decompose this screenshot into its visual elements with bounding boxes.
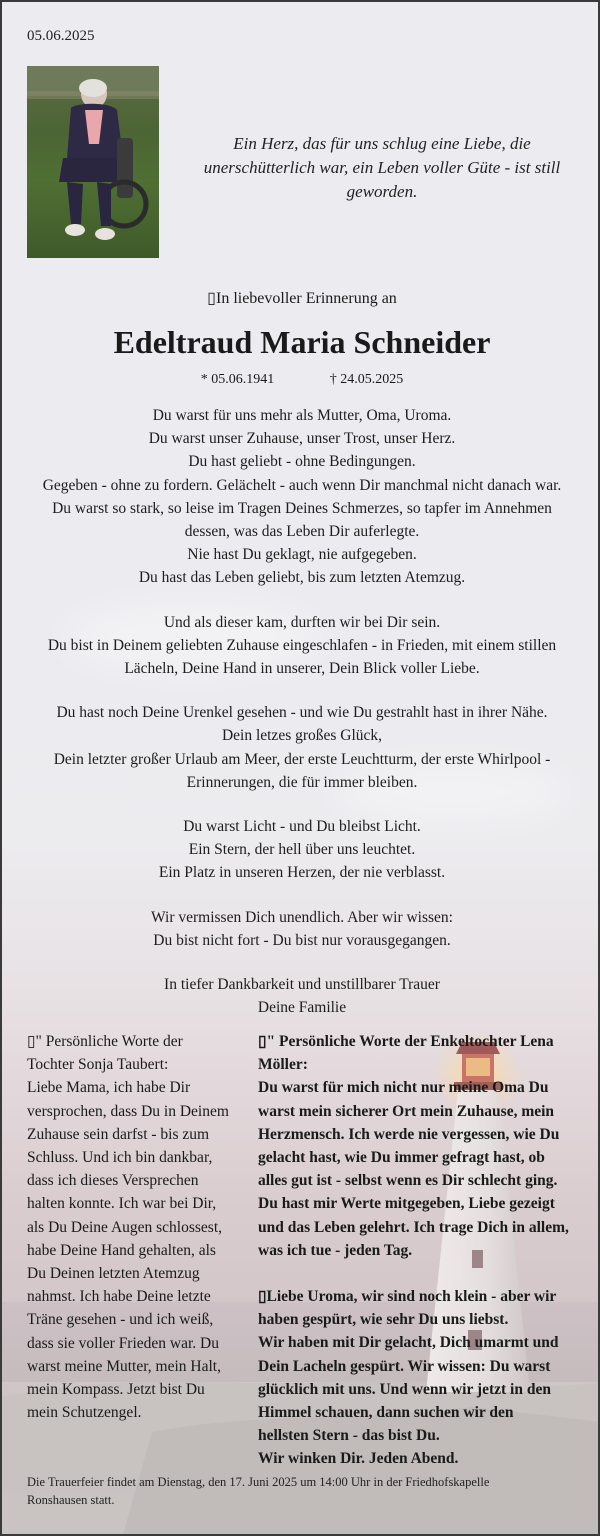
stanza-3 [22,701,582,794]
text-line: Träne gesehen - und ich weiß, [27,1311,214,1329]
text-line: Wir haben mit Dir gelacht, Dich umarmt und [258,1334,559,1352]
intro-line [2,288,600,308]
poem-line: Du hast noch Deine Urenkel gesehen - und wie Du gestrahlt hast in ihrer Nähe. [56,704,548,722]
quote-line: unerschütterlich war, ein Leben voller Güte - ist still [203,158,561,177]
text-line: und das Leben gelehrt. Ich trage Dich in allem, [258,1218,569,1236]
poem-line: Dein letzter großer Urlaub am Meer, der erste Leuchtturm, der erste Whirlpool - [53,750,551,768]
text-line [258,1030,588,1053]
text-line: Möller: [258,1056,308,1074]
quote-icon: ▯ [27,1033,36,1050]
grandchildren-words [258,1030,588,1471]
poem-line: Gegeben - ohne zu fordern. Gelächelt - auch wenn Dir manchmal nicht danach war. [42,476,562,494]
text-line: Du Deinen letzten Atemzug [27,1265,200,1283]
text-line: warst mein sicherer Ort mein Zuhause, mein [258,1102,555,1120]
poem-line: Du warst Licht - und Du bleibst Licht. [183,818,421,836]
birth-date: * 05.06.1941 [200,372,275,387]
text-line: glücklich mit uns. Und wenn wir jetzt in den [258,1380,551,1398]
publication-date: 05.06.2025 [27,28,95,44]
poem-line: Und als dieser kam, durften wir bei Dir sein. [163,613,441,631]
paragraph-gap [258,1262,588,1285]
text-line: habe Deine Hand gehalten, als [27,1241,216,1259]
text-line: Tochter Sonja Taubert: [27,1056,169,1074]
text-line [258,1285,588,1308]
quote-line: geworden. [346,182,418,201]
intro-text: In liebevoller Erinnerung an [215,290,397,307]
text-line: alles gut ist - selbst wenn es Dir schlecht ging. [258,1172,558,1190]
text-line: warst meine Mutter, mein Halt, [27,1357,221,1375]
text-line-content: Liebe Uroma, wir sind noch klein - aber wir [266,1288,557,1306]
poem-line: Du warst so stark, so leise im Tragen Deines Schmerzes, so tapfer im Annehmen [52,499,552,517]
footer-line: Die Trauerfeier findet am Dienstag, den 17. Juni 2025 um 14:00 Uhr in der Friedhofskapelle [27,1475,490,1489]
text-line: als Du Deine Augen schlossest, [27,1218,223,1236]
poem-line: Ein Stern, der hell über uns leuchtet. [188,841,416,859]
text-line: Wir winken Dir. Jeden Abend. [258,1450,459,1468]
text-line: Schluss. Und ich bin dankbar, [27,1149,213,1167]
text-line: Zuhause sein darfst - bis zum [27,1125,210,1143]
text-line: dass sie voller Frieden war. Du [27,1334,219,1352]
poem-line: In tiefer Dankbarkeit und unstillbarer Trauer [164,976,440,994]
poem-line: dessen, was das Leben Dir auferlegte. [184,523,420,541]
stanza-5 [22,906,582,952]
footer-line: Ronshausen statt. [27,1493,115,1507]
text-line: Liebe Mama, ich habe Dir [27,1079,191,1097]
text-line: mein Schutzengel. [27,1404,142,1422]
heart-icon: ▯ [258,1288,267,1306]
text-line: Himmel schauen, dann suchen wir den [258,1404,514,1422]
text-line: Du hast mir Werte mitgegeben, Liebe gezeigt [258,1195,555,1213]
text-line-content: " Persönliche Worte der [35,1033,183,1050]
stanza-2 [22,611,582,681]
text-line: haben gespürt, wie sehr Du uns liebst. [258,1311,509,1329]
quote-line: Ein Herz, das für uns schlug eine Liebe, die [233,134,531,153]
death-date: † 24.05.2025 [329,372,404,387]
text-line-content: " Persönliche Worte der Enkeltochter Lena [266,1033,554,1050]
poem-line: Lächeln, Deine Hand in unserer, Dein Blick voller Liebe. [124,660,480,678]
text-line: dass ich dieses Versprechen [27,1172,199,1190]
text-line: was ich tue - jeden Tag. [258,1241,413,1259]
signature [22,973,582,1019]
portrait-photo [27,66,159,258]
poem-line: Nie hast Du geklagt, nie aufgegeben. [187,546,417,564]
quote-icon: ▯ [258,1033,267,1050]
text-line: Dein Lacheln gespürt. Wir wissen: Du warst [258,1357,551,1375]
memorial-poem [22,404,582,1040]
life-dates [2,372,600,388]
poem-line: Du warst unser Zuhause, unser Trost, unser Herz. [148,430,456,448]
poem-line: Du bist nicht fort - Du bist nur vorausgegangen. [153,931,451,949]
poem-line: Du bist in Deinem geliebten Zuhause eingeschlafen - in Frieden, mit einem stillen [47,636,557,654]
poem-line: Du hast geliebt - ohne Bedingungen. [188,453,416,471]
text-line: gelacht hast, wie Du immer gefragt hast, ob [258,1149,545,1167]
poem-line: Dein letzes großes Glück, [221,727,383,745]
stanza-1 [22,404,582,590]
text-line: hellsten Stern - das bist Du. [258,1427,440,1445]
text-line [27,1030,247,1053]
funeral-info [27,1473,587,1509]
daughter-words [27,1030,247,1424]
family-signature: Deine Familie [257,999,347,1017]
heart-icon: ▯ [207,290,216,307]
text-line: halten konnte. Ich war bei Dir, [27,1195,217,1213]
poem-line: Ein Platz in unseren Herzen, der nie verblasst. [158,864,446,882]
poem-line: Du warst für uns mehr als Mutter, Oma, Uroma. [152,407,452,424]
opening-quote [182,132,582,204]
poem-line: Wir vermissen Dich unendlich. Aber wir wissen: [151,908,453,926]
text-line: mein Kompass. Jetzt bist Du [27,1381,205,1399]
poem-line: Du hast das Leben geliebt, bis zum letzten Atemzug. [138,569,466,587]
deceased-name: Edeltraud Maria Schneider [113,324,491,360]
text-line: versprochen, dass Du in Deinem [27,1102,229,1120]
text-line: Herzmensch. Ich werde nie vergessen, wie Du [258,1125,560,1143]
text-line: nahmst. Ich habe Deine letzte [27,1288,211,1306]
stanza-4 [22,815,582,885]
poem-line: Erinnerungen, die für immer bleiben. [186,773,418,791]
text-line: Du warst für mich nicht nur meine Oma Du [258,1079,549,1097]
